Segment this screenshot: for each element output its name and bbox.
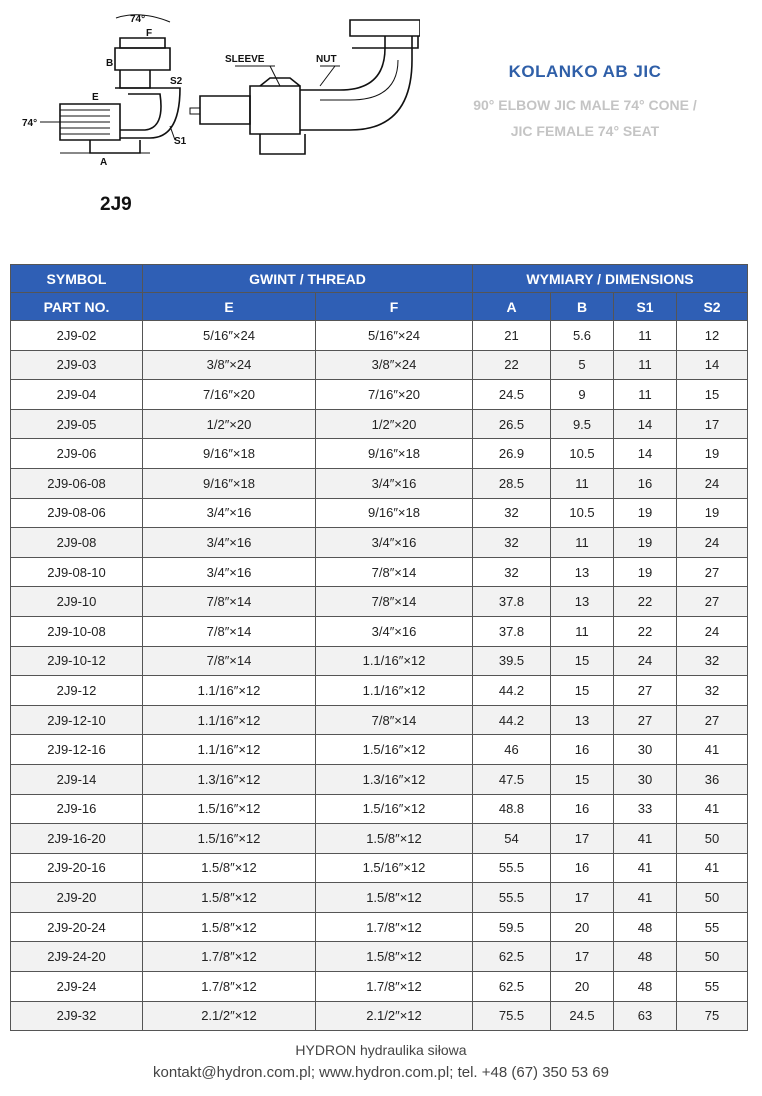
cell-dim-b: 17 — [551, 824, 614, 854]
cell-dim-s1: 19 — [614, 557, 677, 587]
cell-thread-f: 1/2″×20 — [316, 409, 473, 439]
cell-part-no: 2J9-32 — [11, 1001, 143, 1031]
cell-dim-s2: 17 — [677, 409, 748, 439]
table-row — [11, 557, 748, 587]
cell-thread-f: 7/8″×14 — [316, 705, 473, 735]
cell-dim-a: 21 — [473, 321, 551, 351]
title-block — [430, 62, 740, 144]
cell-thread-f: 7/8″×14 — [316, 557, 473, 587]
contact-info: kontakt@hydron.com.pl; www.hydron.com.pl; tel. +48 (67) 350 53 69 — [153, 1064, 609, 1081]
cell-part-no: 2J9-10-08 — [11, 616, 143, 646]
cell-dim-a: 55.5 — [473, 853, 551, 883]
cell-dim-s2: 27 — [677, 587, 748, 617]
cell-dim-b: 11 — [551, 528, 614, 558]
table-row — [11, 646, 748, 676]
cell-dim-s1: 41 — [614, 824, 677, 854]
cell-dim-s1: 48 — [614, 972, 677, 1002]
table-row — [11, 616, 748, 646]
cell-dim-b: 16 — [551, 853, 614, 883]
cell-part-no: 2J9-06 — [11, 439, 143, 469]
drawing-label-nut: NUT — [316, 54, 337, 65]
cell-thread-e: 3/4″×16 — [143, 557, 316, 587]
cell-dim-s2: 27 — [677, 705, 748, 735]
cell-thread-e: 9/16″×18 — [143, 439, 316, 469]
cell-dim-b: 15 — [551, 676, 614, 706]
model-code: 2J9 — [100, 194, 132, 215]
cell-thread-e: 3/4″×16 — [143, 528, 316, 558]
cell-thread-e: 1.7/8″×12 — [143, 942, 316, 972]
cell-thread-f: 1.7/8″×12 — [316, 972, 473, 1002]
cell-dim-s2: 36 — [677, 764, 748, 794]
cell-dim-s1: 41 — [614, 883, 677, 913]
cell-part-no: 2J9-08-06 — [11, 498, 143, 528]
cell-dim-a: 32 — [473, 498, 551, 528]
table-row — [11, 439, 748, 469]
cell-dim-s1: 48 — [614, 912, 677, 942]
cell-thread-f: 9/16″×18 — [316, 439, 473, 469]
cell-thread-f: 1.3/16″×12 — [316, 764, 473, 794]
cell-dim-b: 5.6 — [551, 321, 614, 351]
cell-part-no: 2J9-10-12 — [11, 646, 143, 676]
drawing-label-a: A — [100, 157, 108, 168]
cell-thread-f: 1.5/8″×12 — [316, 942, 473, 972]
cell-dim-s1: 30 — [614, 735, 677, 765]
cell-part-no: 2J9-10 — [11, 587, 143, 617]
table-body — [11, 321, 748, 1031]
cell-dim-s2: 50 — [677, 883, 748, 913]
cell-thread-f: 2.1/2″×12 — [316, 1001, 473, 1031]
cell-dim-a: 32 — [473, 557, 551, 587]
cell-dim-a: 37.8 — [473, 587, 551, 617]
table-row — [11, 498, 748, 528]
table-head — [11, 265, 748, 321]
cell-part-no: 2J9-16-20 — [11, 824, 143, 854]
table-row — [11, 972, 748, 1002]
drawing-label-sleeve: SLEEVE — [225, 54, 265, 65]
table-row — [11, 468, 748, 498]
cell-thread-e: 1.3/16″×12 — [143, 764, 316, 794]
cell-dim-s2: 32 — [677, 646, 748, 676]
cell-dim-b: 17 — [551, 883, 614, 913]
cell-dim-a: 26.5 — [473, 409, 551, 439]
table-row — [11, 587, 748, 617]
cell-thread-e: 1.1/16″×12 — [143, 676, 316, 706]
cell-dim-b: 17 — [551, 942, 614, 972]
cell-part-no: 2J9-24-20 — [11, 942, 143, 972]
cell-thread-f: 7/8″×14 — [316, 587, 473, 617]
cell-dim-b: 16 — [551, 735, 614, 765]
cell-dim-b: 5 — [551, 350, 614, 380]
cell-thread-f: 9/16″×18 — [316, 498, 473, 528]
cell-thread-e: 7/16″×20 — [143, 380, 316, 410]
cell-dim-a: 37.8 — [473, 616, 551, 646]
fitting-technical-drawing — [20, 8, 420, 208]
cell-dim-s2: 12 — [677, 321, 748, 351]
header-symbol: SYMBOL — [11, 265, 143, 293]
subtitle-line-2: JIC FEMALE 74° SEAT — [510, 123, 660, 139]
drawing-label-s1: S1 — [174, 136, 187, 147]
cell-thread-f: 3/4″×16 — [316, 468, 473, 498]
cell-dim-a: 44.2 — [473, 676, 551, 706]
table-row — [11, 380, 748, 410]
cell-dim-a: 47.5 — [473, 764, 551, 794]
cell-thread-f: 1.7/8″×12 — [316, 912, 473, 942]
cell-dim-a: 75.5 — [473, 1001, 551, 1031]
cell-dim-b: 13 — [551, 587, 614, 617]
cell-thread-f: 1.5/8″×12 — [316, 824, 473, 854]
cell-dim-b: 16 — [551, 794, 614, 824]
table-row — [11, 705, 748, 735]
cell-dim-s1: 30 — [614, 764, 677, 794]
cell-dim-b: 24.5 — [551, 1001, 614, 1031]
cell-thread-f: 1.5/8″×12 — [316, 883, 473, 913]
cell-thread-f: 1.5/16″×12 — [316, 853, 473, 883]
cell-dim-s2: 24 — [677, 616, 748, 646]
cell-dim-b: 20 — [551, 912, 614, 942]
cell-thread-e: 1.5/16″×12 — [143, 794, 316, 824]
cell-dim-s1: 27 — [614, 705, 677, 735]
header — [0, 0, 762, 262]
cell-thread-e: 7/8″×14 — [143, 616, 316, 646]
table-row — [11, 794, 748, 824]
header-s2: S2 — [677, 293, 748, 321]
cell-thread-f: 3/8″×24 — [316, 350, 473, 380]
cell-dim-b: 11 — [551, 616, 614, 646]
cell-dim-b: 9.5 — [551, 409, 614, 439]
dimensions-table — [10, 264, 748, 1031]
cell-thread-f: 3/4″×16 — [316, 616, 473, 646]
cell-thread-f: 1.5/16″×12 — [316, 794, 473, 824]
cell-dim-a: 39.5 — [473, 646, 551, 676]
table-row — [11, 883, 748, 913]
header-f: F — [316, 293, 473, 321]
drawing-label-s2: S2 — [170, 76, 183, 87]
cell-thread-e: 3/8″×24 — [143, 350, 316, 380]
cell-thread-e: 1.5/16″×12 — [143, 824, 316, 854]
cell-dim-a: 55.5 — [473, 883, 551, 913]
cell-dim-s2: 14 — [677, 350, 748, 380]
cell-part-no: 2J9-05 — [11, 409, 143, 439]
header-s1: S1 — [614, 293, 677, 321]
cell-thread-e: 5/16″×24 — [143, 321, 316, 351]
cell-dim-s1: 33 — [614, 794, 677, 824]
cell-dim-s1: 14 — [614, 409, 677, 439]
drawing-label-angle-left: 74° — [22, 118, 38, 129]
cell-part-no: 2J9-08-10 — [11, 557, 143, 587]
cell-dim-b: 13 — [551, 705, 614, 735]
drawing-label-e: E — [92, 92, 99, 103]
cell-dim-b: 15 — [551, 764, 614, 794]
header-dimensions: WYMIARY / DIMENSIONS — [473, 265, 748, 293]
cell-dim-s2: 75 — [677, 1001, 748, 1031]
cell-dim-b: 10.5 — [551, 498, 614, 528]
cell-thread-f: 7/16″×20 — [316, 380, 473, 410]
cell-dim-b: 15 — [551, 646, 614, 676]
cell-dim-s1: 24 — [614, 646, 677, 676]
cell-dim-s1: 19 — [614, 528, 677, 558]
cell-dim-s2: 50 — [677, 942, 748, 972]
cell-part-no: 2J9-08 — [11, 528, 143, 558]
header-a: A — [473, 293, 551, 321]
cell-dim-a: 62.5 — [473, 942, 551, 972]
cell-thread-f: 1.5/16″×12 — [316, 735, 473, 765]
cell-thread-e: 1.5/8″×12 — [143, 912, 316, 942]
cell-thread-e: 1.7/8″×12 — [143, 972, 316, 1002]
cell-dim-s1: 22 — [614, 616, 677, 646]
cell-thread-e: 2.1/2″×12 — [143, 1001, 316, 1031]
cell-dim-b: 20 — [551, 972, 614, 1002]
cell-dim-s1: 19 — [614, 498, 677, 528]
cell-thread-e: 1.1/16″×12 — [143, 705, 316, 735]
cell-thread-e: 1.5/8″×12 — [143, 853, 316, 883]
cell-dim-s1: 27 — [614, 676, 677, 706]
cell-dim-s1: 63 — [614, 1001, 677, 1031]
cell-dim-s1: 11 — [614, 380, 677, 410]
cell-part-no: 2J9-20-16 — [11, 853, 143, 883]
header-b: B — [551, 293, 614, 321]
header-thread: GWINT / THREAD — [143, 265, 473, 293]
cell-part-no: 2J9-12 — [11, 676, 143, 706]
cell-dim-s2: 41 — [677, 853, 748, 883]
cell-dim-s2: 27 — [677, 557, 748, 587]
drawing-label-angle-top: 74° — [130, 14, 146, 25]
cell-thread-e: 7/8″×14 — [143, 587, 316, 617]
table-row — [11, 676, 748, 706]
cell-dim-s1: 14 — [614, 439, 677, 469]
cell-dim-s1: 16 — [614, 468, 677, 498]
table-row — [11, 350, 748, 380]
cell-dim-s2: 55 — [677, 972, 748, 1002]
cell-dim-s1: 11 — [614, 350, 677, 380]
table-row — [11, 321, 748, 351]
cell-part-no: 2J9-12-16 — [11, 735, 143, 765]
cell-dim-a: 22 — [473, 350, 551, 380]
cell-dim-a: 44.2 — [473, 705, 551, 735]
table-row — [11, 1001, 748, 1031]
table-row — [11, 764, 748, 794]
cell-thread-e: 7/8″×14 — [143, 646, 316, 676]
cell-part-no: 2J9-24 — [11, 972, 143, 1002]
cell-dim-a: 32 — [473, 528, 551, 558]
cell-dim-a: 46 — [473, 735, 551, 765]
header-e: E — [143, 293, 316, 321]
cell-thread-f: 1.1/16″×12 — [316, 646, 473, 676]
cell-dim-s2: 24 — [677, 468, 748, 498]
cell-thread-f: 1.1/16″×12 — [316, 676, 473, 706]
cell-part-no: 2J9-12-10 — [11, 705, 143, 735]
cell-part-no: 2J9-03 — [11, 350, 143, 380]
product-title: KOLANKO AB JIC — [508, 62, 662, 81]
cell-part-no: 2J9-06-08 — [11, 468, 143, 498]
drawing-label-f: F — [146, 28, 153, 39]
cell-dim-s1: 11 — [614, 321, 677, 351]
drawing-label-b: B — [106, 58, 114, 69]
cell-dim-s1: 22 — [614, 587, 677, 617]
cell-dim-s2: 15 — [677, 380, 748, 410]
cell-dim-a: 62.5 — [473, 972, 551, 1002]
cell-dim-b: 9 — [551, 380, 614, 410]
table-row — [11, 735, 748, 765]
cell-thread-e: 1.5/8″×12 — [143, 883, 316, 913]
cell-dim-s2: 32 — [677, 676, 748, 706]
cell-part-no: 2J9-04 — [11, 380, 143, 410]
cell-dim-s1: 41 — [614, 853, 677, 883]
cell-dim-a: 54 — [473, 824, 551, 854]
cell-dim-a: 24.5 — [473, 380, 551, 410]
cell-dim-a: 26.9 — [473, 439, 551, 469]
cell-part-no: 2J9-02 — [11, 321, 143, 351]
table-row — [11, 528, 748, 558]
cell-dim-s2: 41 — [677, 735, 748, 765]
cell-part-no: 2J9-20-24 — [11, 912, 143, 942]
cell-thread-f: 5/16″×24 — [316, 321, 473, 351]
cell-dim-b: 11 — [551, 468, 614, 498]
header-part-no: PART NO. — [11, 293, 143, 321]
cell-part-no: 2J9-14 — [11, 764, 143, 794]
cell-thread-e: 9/16″×18 — [143, 468, 316, 498]
cell-thread-e: 3/4″×16 — [143, 498, 316, 528]
table-row — [11, 824, 748, 854]
subtitle-line-1: 90° ELBOW JIC MALE 74° CONE / — [473, 97, 697, 113]
cell-dim-s2: 50 — [677, 824, 748, 854]
footer — [0, 1042, 762, 1081]
table-row — [11, 409, 748, 439]
cell-dim-b: 10.5 — [551, 439, 614, 469]
cell-dim-a: 28.5 — [473, 468, 551, 498]
product-subtitle — [430, 92, 740, 144]
cell-dim-a: 48.8 — [473, 794, 551, 824]
cell-dim-b: 13 — [551, 557, 614, 587]
cell-thread-e: 1.1/16″×12 — [143, 735, 316, 765]
cell-thread-e: 1/2″×20 — [143, 409, 316, 439]
table-row — [11, 912, 748, 942]
table-row — [11, 853, 748, 883]
cell-dim-s1: 48 — [614, 942, 677, 972]
company-name: HYDRON hydraulika siłowa — [295, 1042, 467, 1058]
cell-part-no: 2J9-20 — [11, 883, 143, 913]
cell-dim-s2: 55 — [677, 912, 748, 942]
cell-dim-s2: 41 — [677, 794, 748, 824]
cell-thread-f: 3/4″×16 — [316, 528, 473, 558]
cell-part-no: 2J9-16 — [11, 794, 143, 824]
cell-dim-s2: 24 — [677, 528, 748, 558]
table-row — [11, 942, 748, 972]
cell-dim-s2: 19 — [677, 498, 748, 528]
cell-dim-s2: 19 — [677, 439, 748, 469]
cell-dim-a: 59.5 — [473, 912, 551, 942]
